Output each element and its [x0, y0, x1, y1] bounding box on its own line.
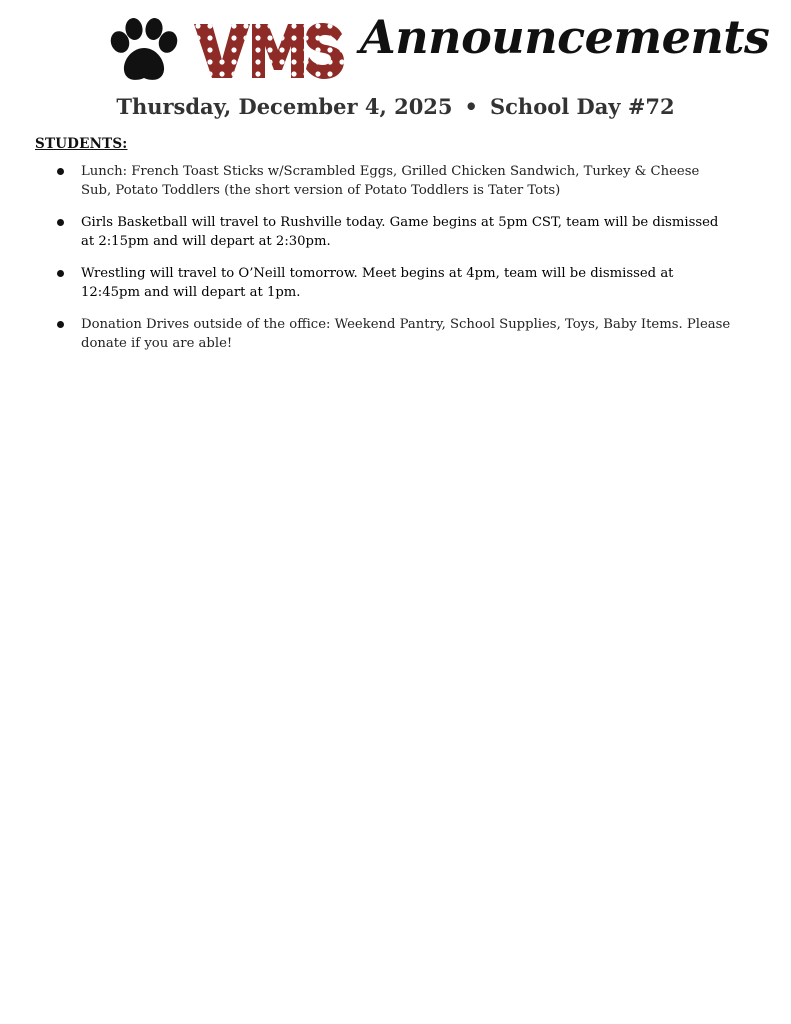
list-item-text: Lunch: French Toast Sticks w/Scrambled Eggs, Grilled Chicken Sandwich, Turkey & Cheese Sub, Potato Toddlers (the short version of Potato Toddlers is Tater Tots) [81, 164, 700, 198]
school-day-text: School Day #72 [489, 94, 675, 119]
bullet-icon [57, 168, 64, 175]
announcements-title: Announcements [360, 10, 770, 64]
bullet-icon [57, 270, 64, 277]
announcement-header [0, 10, 791, 90]
paw-icon [106, 18, 182, 84]
date-text: Thursday, December 4, 2025 [116, 94, 453, 119]
list-item-text: Wrestling will travel to O’Neill tomorrow. Meet begins at 4pm, team will be dismissed at 12:45pm and will depart at 1pm. [81, 266, 674, 300]
section-heading-students: STUDENTS: [35, 136, 128, 152]
list-item [53, 264, 733, 302]
bullet-icon [57, 219, 64, 226]
students-announcement-list [53, 162, 733, 366]
vms-logo [192, 20, 344, 82]
separator-dot: • [464, 94, 478, 119]
list-item [53, 315, 733, 353]
date-line [0, 94, 791, 119]
list-item [53, 213, 733, 251]
list-item [53, 162, 733, 200]
list-item-text: Donation Drives outside of the office: Weekend Pantry, School Supplies, Toys, Baby Items. Please donate if you are able! [81, 317, 731, 351]
bullet-icon [57, 321, 64, 328]
list-item-text: Girls Basketball will travel to Rushville today. Game begins at 5pm CST, team will be dismissed at 2:15pm and will depart at 2:30pm. [81, 215, 719, 249]
